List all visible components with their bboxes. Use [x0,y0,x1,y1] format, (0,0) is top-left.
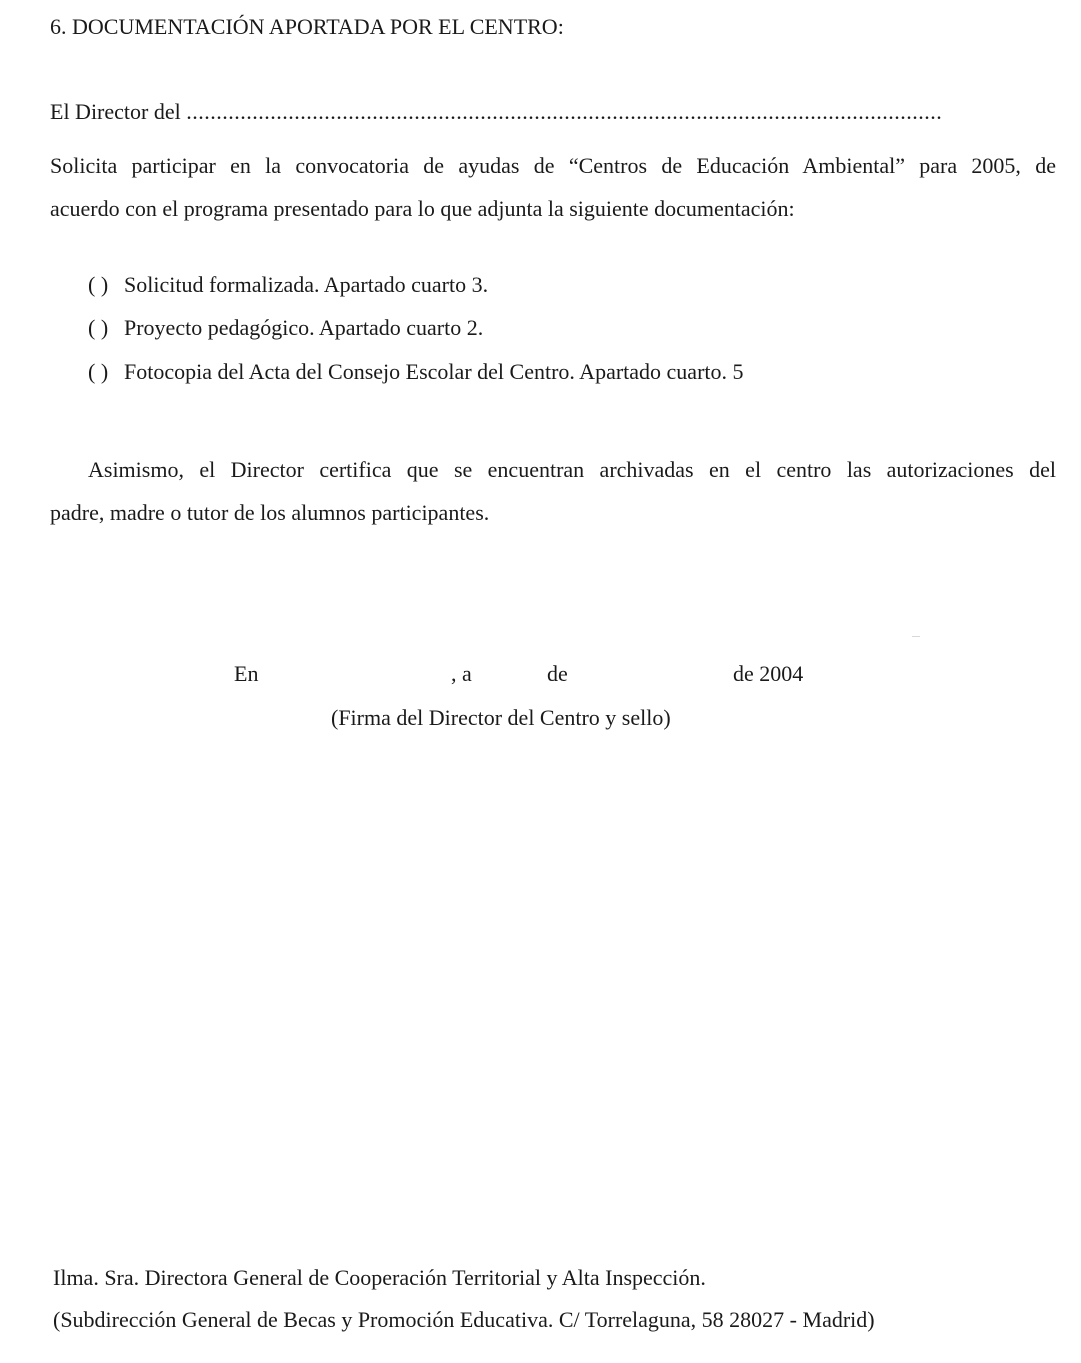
director-label: El Director del [50,99,181,124]
section-title: 6. DOCUMENTACIÓN APORTADA POR EL CENTRO: [50,14,564,39]
checklist-item-label: Fotocopia del Acta del Consejo Escolar del Centro. Apartado cuarto. 5 [124,359,744,384]
scan-speck [912,636,920,637]
date-year-label: de 2004 [733,661,804,686]
checkbox-parentheses: ( ) [88,315,109,340]
checkbox-parentheses: ( ) [88,272,109,297]
checklist-item-label: Proyecto pedagógico. Apartado cuarto 2. [124,315,484,340]
director-line [50,101,942,123]
director-fill-in-dots: .............................................................................................................................. [186,99,943,124]
checklist-item [88,361,744,383]
certification-paragraph [50,448,1056,534]
date-place-label: En [234,661,259,686]
date-month-label: de [547,661,568,686]
request-line-1: Solicita participar en la convocatoria de ayudas de “Centros de Educación Ambiental” para 2005, de [50,153,1056,178]
footer-addressee: Ilma. Sra. Directora General de Cooperación Territorial y Alta Inspección. [53,1265,706,1290]
request-line-2: acuerdo con el programa presentado para lo que adjunta la siguiente documentación: [50,196,795,221]
certification-line-1: Asimismo, el Director certifica que se encuentran archivadas en el centro las autorizaciones del [88,457,1056,482]
date-day-label: , a [451,661,472,686]
checklist-item-label: Solicitud formalizada. Apartado cuarto 3. [124,272,489,297]
certification-line-2: padre, madre o tutor de los alumnos participantes. [50,500,490,525]
signature-note: (Firma del Director del Centro y sello) [331,705,671,730]
checklist-item [88,274,488,296]
checklist-item [88,317,483,339]
footer-address: (Subdirección General de Becas y Promoción Educativa. C/ Torrelaguna, 58 28027 - Madrid) [53,1307,875,1332]
checkbox-parentheses: ( ) [88,359,109,384]
request-paragraph [50,144,1056,230]
